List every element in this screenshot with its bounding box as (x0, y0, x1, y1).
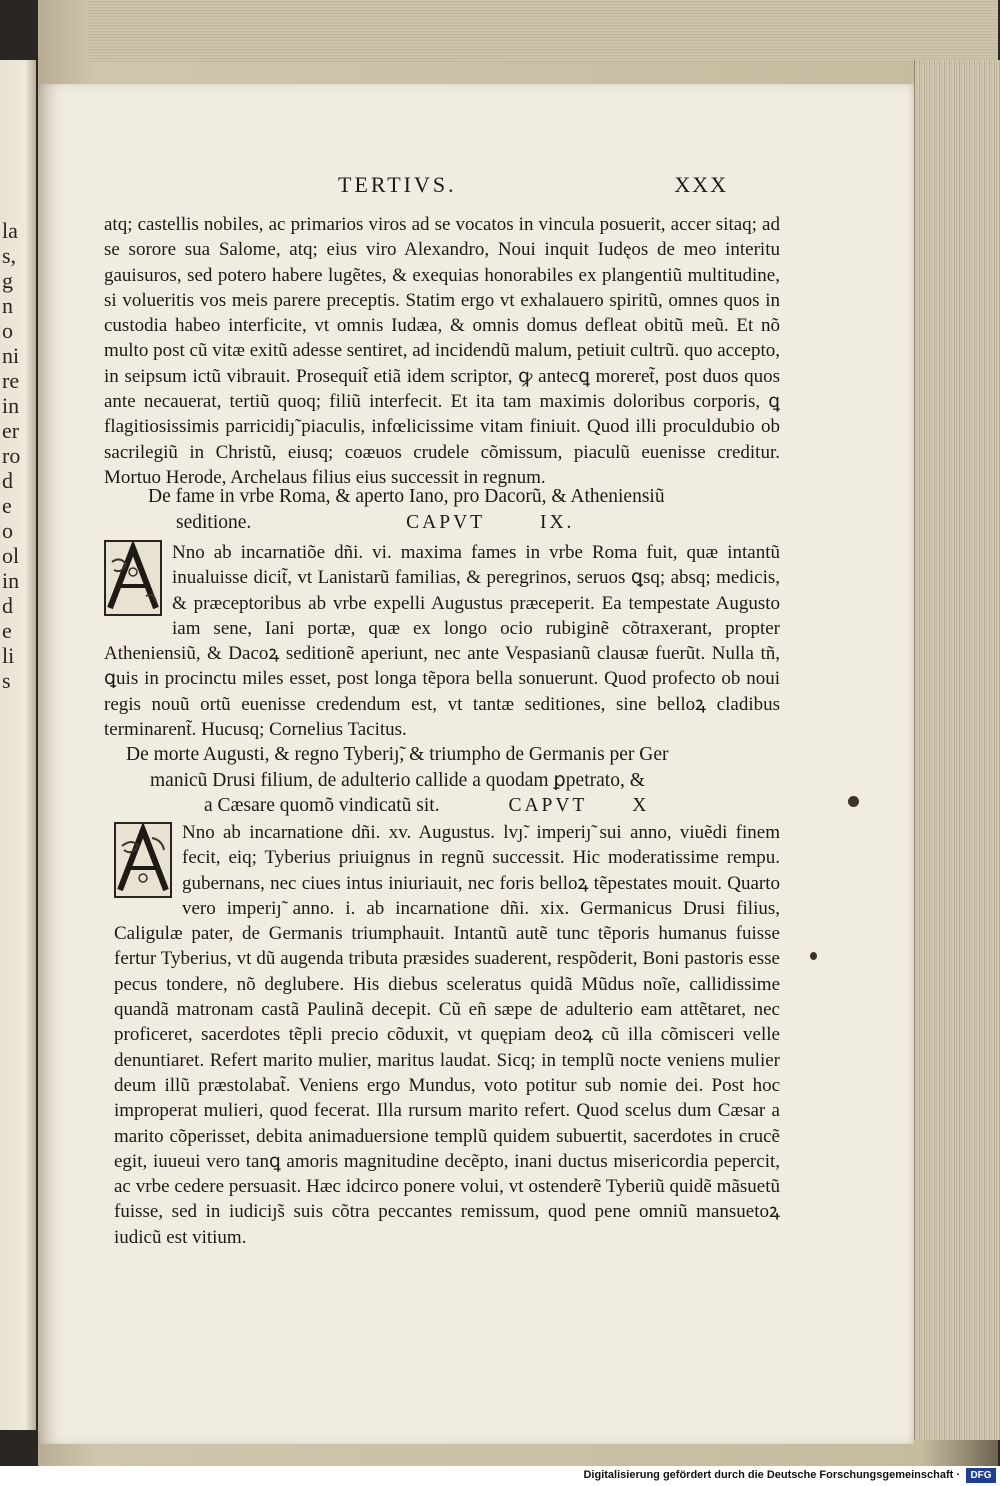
left-page-fragment: in (2, 568, 20, 593)
chapter-10-heading (126, 742, 776, 819)
left-page-fragment: ol (2, 543, 20, 568)
left-page-fragment: g (2, 268, 13, 293)
text-block-continuation: atq; castellis nobiles, ac primarios viros ad se vocatos in vincula posuerit, accer sitaq; ad se sorore sua Salome, atq; eius viro Alexandro, Noui inquit Iudęos de meo interitu gauisuros, sed potero habere lugẽtes, & exequias honorabiles ex plangentiũ multitudine, si volueritis vos meis parere preceptis. Statim ergo vt exhalauero spiritũ, omnes quos in custodia habeo interficite, vt omnis Iudæa, & omnis domus defleat obitũ meũ. Et nõ multo post cũ vitæ exitũ adesse sentiret, ad incidendũ malum, petiuit cultrũ. quo accepto, in seipsum ictũ vibrauit. Prosequit̃ etiã idem scriptor, ꝙ antecꝗ moreret̃, post duos quos ante necauerat, tertiũ quoq; filiũ interfecit. Et ita tam maximis doloribus corporis, ꝗ flagitiosissimis parricidiȷ̃ piaculis, infœlicissime vitam finiuit. Quod illi proculdubio ob sacrilegiũ in Christũ, eiusq; coæuos crudele cõmissum, piaculũ euenisse creditur. Mortuo Herode, Archelaus filius eius successit in regnum. (104, 214, 780, 488)
chapter-9-text (104, 540, 780, 742)
left-page-fragment: s, (2, 243, 17, 268)
chapter-9-text-content: Nno ab incarnatiõe dñi. vi. maxima fames in vrbe Roma fuit, quæ intantũ inualuisse dicit̃, vt Lanistarũ familias, & peregrinos, seruos ꝗsq; absq; medicis, & præceptoribus ab vrbe expelli Augustus præceperit. Ea tempestate Augusto iam sene, Iani portæ, quæ ex longo ocio rubiginẽ cõtraxerant, propter Atheniensiũ, & Dacoꝝ seditionẽ aperiunt, nec ante Vespasianũ clausæ fuerũt. Nulla tñ, ꝗuis in procinctu miles esset, post longa tẽpora bella sonuerunt. Quod profecto ob noui regis nouũ ortũ euenisse credendum est, vt tantæ seditiones, sine belloꝝ cladibus terminarent̃. Hucusq; Cornelius Tacitus. (104, 542, 780, 741)
chapter-10-heading-line2: manicũ Drusi filium, de adulterio callide a quodam ꝑpetrato, & (150, 769, 645, 791)
left-page-fragment: er (2, 418, 20, 443)
chapter-9-heading-line2-row (148, 510, 768, 536)
chapter-10-number: X (632, 795, 650, 816)
chapter-10-caput: CAPVT (508, 795, 588, 816)
chapter-10-heading-line3-row (126, 793, 776, 819)
chapter-9-caput: CAPVT (406, 511, 486, 533)
chapter-9-heading-line2: seditione. (176, 511, 252, 533)
folio-number: XXX (674, 172, 728, 197)
chapter-9-number: IX. (539, 511, 575, 533)
right-page (38, 84, 914, 1444)
left-page-fragment: li (2, 643, 15, 668)
left-page-fragment: e (2, 493, 12, 518)
left-page-fragment: o (2, 318, 13, 343)
left-page-fragment: la (2, 218, 18, 243)
chapter-9-heading-line1: De fame in vrbe Roma, & aperto Iano, pro Dacorũ, & Atheniensiũ (148, 486, 665, 507)
ink-spot (810, 952, 817, 960)
chapter-9-heading (148, 484, 768, 535)
book-fore-edge (914, 60, 1000, 1440)
chapter-10-text (114, 820, 780, 1250)
dfg-credit: Digitalisierung gefördert durch die Deutsche Forschungsgemeinschaft · (583, 1469, 960, 1481)
left-page-fragment: re (2, 368, 20, 393)
left-page-fragment: o (2, 518, 13, 543)
left-page-fragment: n (2, 293, 13, 318)
running-header (338, 172, 728, 202)
left-page-fragment: d (2, 468, 13, 493)
left-facing-page (0, 60, 36, 1430)
left-page-fragment: ni (2, 343, 20, 368)
chapter-10-heading-line1: De morte Augusti, & regno Tyberiȷ̃, & triumpho de Germanis per Ger (126, 744, 669, 765)
left-page-fragment: e (2, 618, 12, 643)
dfg-logo-icon: DFG (966, 1468, 996, 1483)
left-page-fragment: in (2, 393, 20, 418)
left-page-fragment: ro (2, 443, 21, 468)
left-page-fragment: s (2, 668, 11, 693)
footer-bar (0, 1466, 1000, 1486)
left-page-fragment: d (2, 593, 13, 618)
chapter-10-text-content: Nno ab incarnatione dñi. xv. Augustus. lvȷ̃. imperiȷ̃ sui anno, viuẽdi finem fecit, eiq; Tyberius priuignus in regnũ successit. Hic moderatissime rempu. gubernans, nec ciues intus iniuriauit, nec foris belloꝝ tẽpestates mouit. Quarto vero imperiȷ̃ anno. i. ab incarnatione dñi. xix. Germanicus Drusi filius, Caligulæ pater, de Germanis triumphauit. Intantũ autẽ tunc tẽporis humanus fuisse fertur Tyberius, vt dũ augenda tributa præsides suaderent, respõderit, Boni pastoris esse pecus tondere, nõ deglubere. His diebus sceleratus quidã Mũdus noĩe, callidissime quandã matronam castã Paulinã decepit. Cũ eñ sæpe de adulterio eam attẽtaret, nec proficeret, sacerdotes tẽpli precio cõduxit, vt quępiam deoꝝ cũ illa cõmisceri velle denuntiaret. Refert marito mulier, maritus laudat. Sicq; in templũ nocte veniens mulier deum illũ præstolabat̃. Veniens ergo Mundus, voto potitur sub nomie dei. Post hoc improperat mulieri, quod fecerat. Illa rursum marito refert. Quod scelus dum Cæsar a marito cõperisset, debita animaduersione templũ quidem subuertit, sacerdotes in crucẽ egit, iuueui vero tanꝗ amoris magnitudine decẽpto, inani ductus misericordia pepercit, ac vrbe cedere persuasit. Hæc idcirco ponere volui, vt ostenderẽ Tyberiũ quidẽ mãsuetũ fuisse, sed in iudiciȷ̃s suis cõtra peccantes remissum, quod pene omniũ mansuetoꝝ iudicũ est vitium. (114, 822, 780, 1248)
chapter-10-heading-line3: a Cæsare quomõ vindicatũ sit. (204, 795, 440, 816)
ink-spot (848, 796, 859, 807)
book-top-edge (88, 0, 998, 62)
running-title: TERTIVS. (338, 172, 457, 197)
